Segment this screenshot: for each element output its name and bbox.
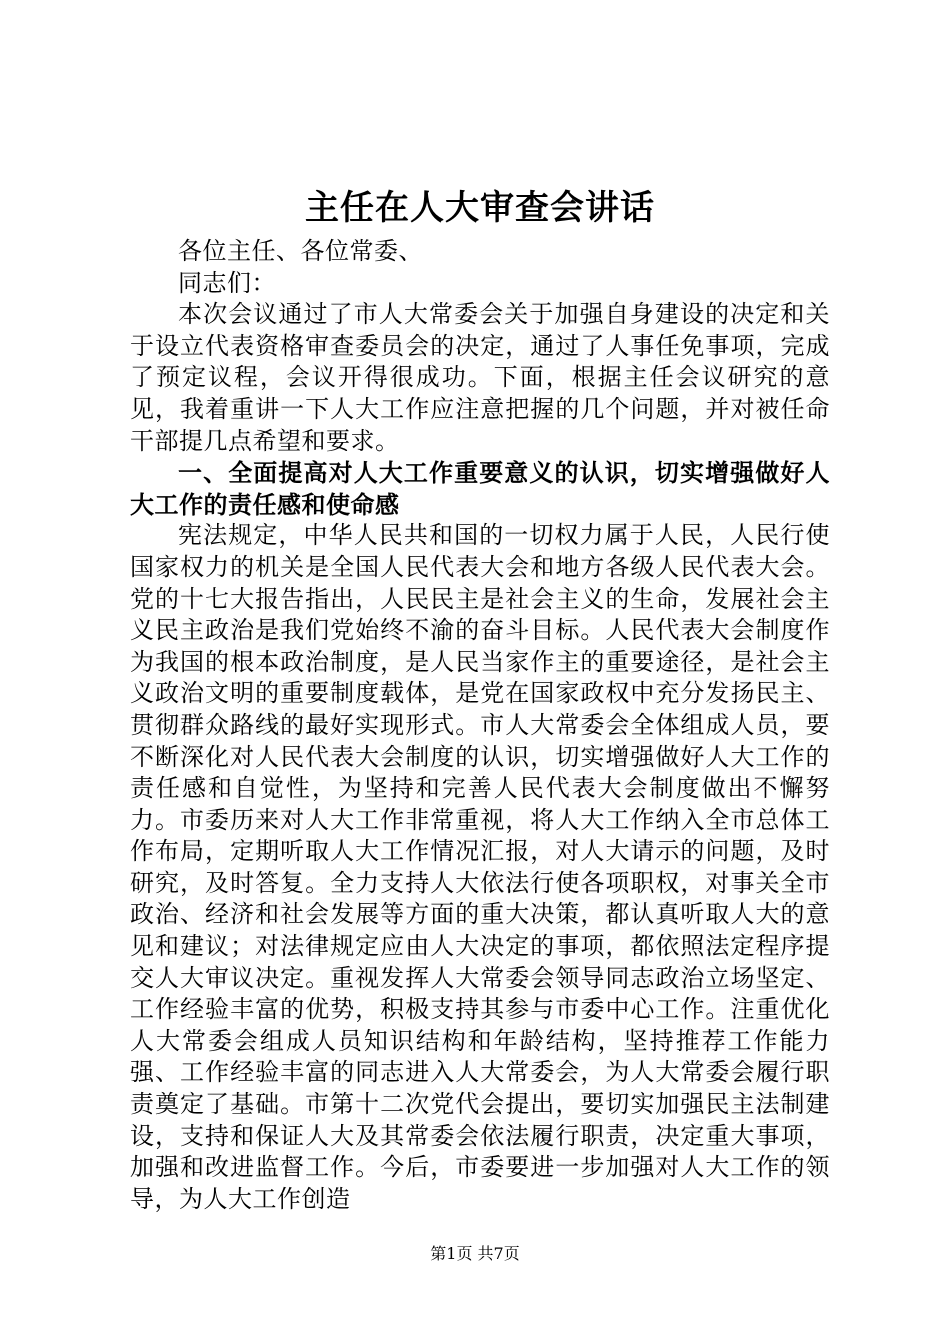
document-page — [130, 180, 830, 1215]
document-title: 主任在人大审查会讲话 — [305, 188, 655, 228]
section-1-heading: 一、全面提高对人大工作重要意义的认识，切实增强做好人大工作的责任感和使命感 — [130, 458, 830, 519]
salutation-line-1: 各位主任、各位常委、 — [178, 237, 423, 265]
page-number-footer: 第1页 共7页 — [430, 1244, 520, 1263]
intro-paragraph: 本次会议通过了市人大常委会关于加强自身建设的决定和关于设立代表资格审查委员会的决定，通过了人事任免事项，完成了预定议程，会议开得很成功。下面，根据主任会议研究的意见，我着重讲一下人大工作应注意把握的几个问题，并对被任命干部提几点希望和要求。 — [130, 300, 830, 455]
salutation-line-2: 同志们： — [178, 268, 276, 297]
section-1-body: 宪法规定，中华人民共和国的一切权力属于人民，人民行使国家权力的机关是全国人民代表大会和地方各级人民代表大会。党的十七大报告指出，人民民主是社会主义的生命，发展社会主义民主政治是我们党始终不渝的奋斗目标。人民代表大会制度作为我国的根本政治制度，是人民当家作主的重要途径，是社会主义政治文明的重要制度载体，是党在国家政权中充分发扬民主、贯彻群众路线的最好实现形式。市人大常委会全体组成人员，要不断深化对人民代表大会制度的认识，切实增强做好人大工作的责任感和自觉性，为坚持和完善人民代表大会制度做出不懈努力。市委历来对人大工作非常重视，将人大工作纳入全市总体工作布局，定期听取人大工作情况汇报，对人大请示的问题，及时研究，及时答复。全力支持人大依法行使各项职权，对事关全市政治、经济和社会发展等方面的重大决策，都认真听取人大的意见和建议；对法律规定应由人大决定的事项，都依照法定程序提交人大审议决定。重视发挥人大常委会领导同志政治立场坚定、工作经验丰富的优势，积极支持其参与市委中心工作。注重优化人大常委会组成人员知识结构和年龄结构，坚持推荐工作能力强、工作经验丰富的同志进入人大常委会，为人大常委会履行职责奠定了基础。市第十二次党代会提出，要切实加强民主法制建设，支持和保证人大及其常委会依法履行职责，决定重大事项，加强和改进监督工作。今后，市委要进一步加强对人大工作的领导，为人大工作创造 — [130, 521, 830, 1213]
